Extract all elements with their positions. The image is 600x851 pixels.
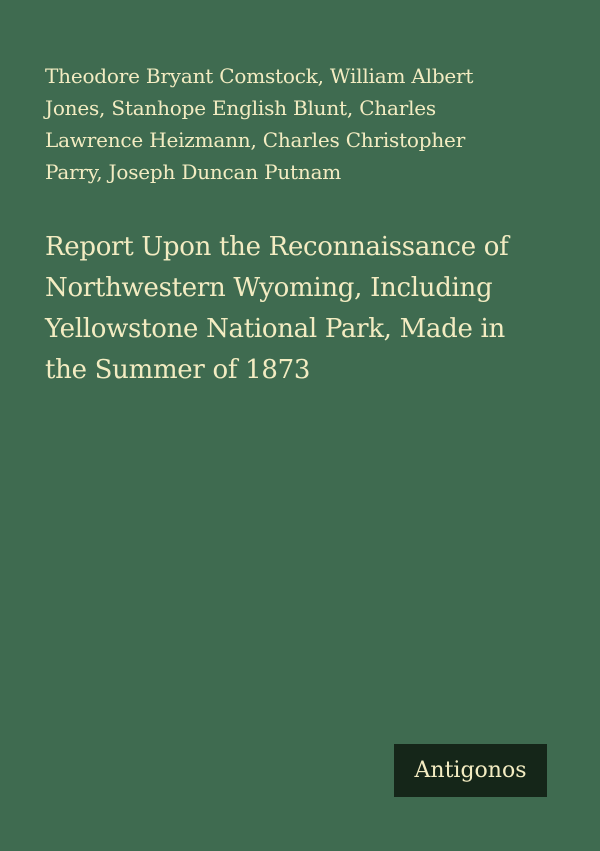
title-line: Report Upon the Reconnaissance of <box>45 232 509 262</box>
publisher-badge: Antigonos <box>394 744 547 797</box>
author-list <box>45 60 565 188</box>
book-title <box>45 227 575 391</box>
author-line: Theodore Bryant Comstock, William Albert <box>45 64 474 88</box>
title-line: Northwestern Wyoming, Including <box>45 273 493 303</box>
author-line: Jones, Stanhope English Blunt, Charles <box>45 96 436 120</box>
title-line: the Summer of 1873 <box>45 355 311 385</box>
author-line: Lawrence Heizmann, Charles Christopher <box>45 128 466 152</box>
author-line: Parry, Joseph Duncan Putnam <box>45 160 342 184</box>
title-line: Yellowstone National Park, Made in <box>45 314 505 344</box>
